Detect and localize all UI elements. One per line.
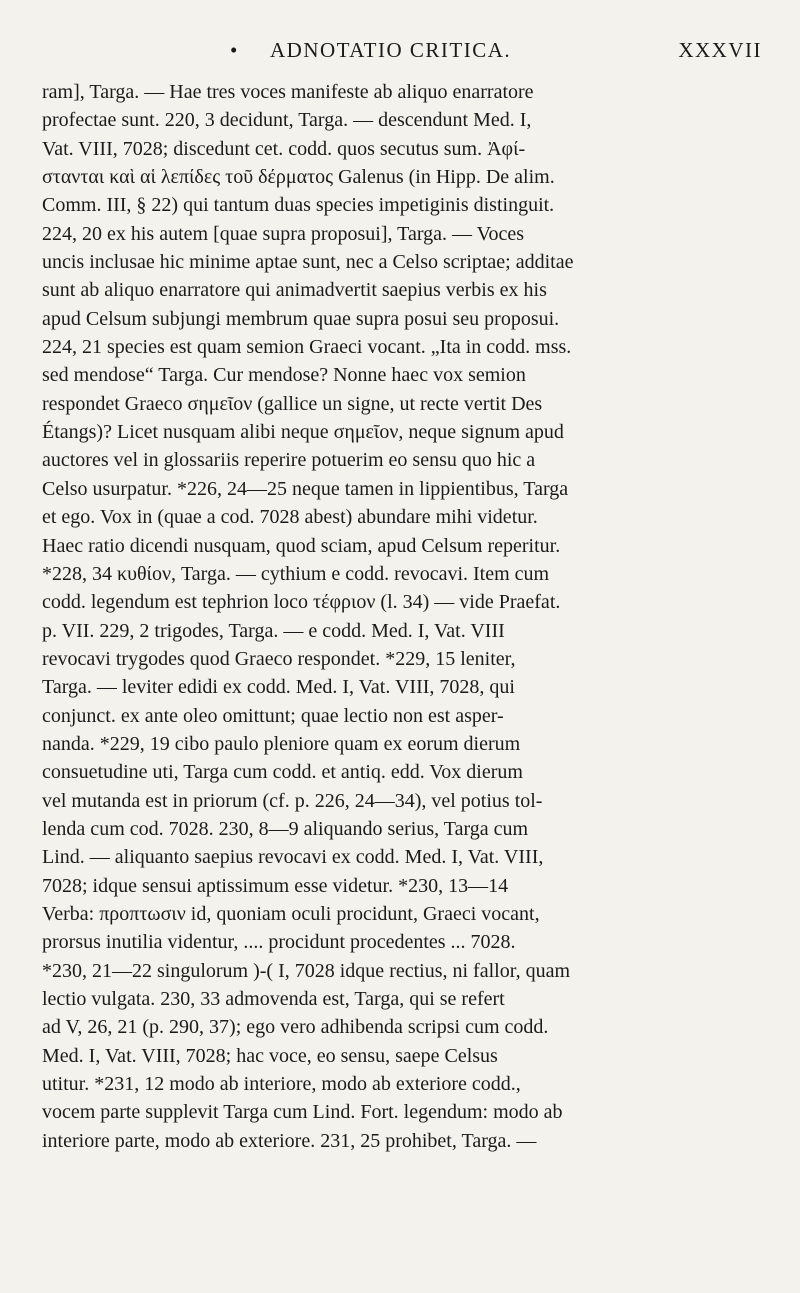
text-line: Targa. — leviter edidi ex codd. Med. I, Vat. VIII, 7028, qui [42,676,515,699]
text-line: Verba: προπτωσιν id, quoniam oculi procidunt, Graeci vocant, [42,902,540,925]
text-line: 224, 21 species est quam semion Graeci vocant. „Ita in codd. mss. [42,336,572,359]
text-line: profectae sunt. 220, 3 decidunt, Targa. — descendunt Med. I, [42,109,532,132]
text-line: conjunct. ex ante oleo omittunt; quae lectio non est asper- [42,704,504,727]
text-line: lenda cum cod. 7028. 230, 8—9 aliquando serius, Targa cum [42,817,529,840]
text-line: vel mutanda est in priorum (cf. p. 226, 24—34), vel potius tol- [42,789,543,812]
text-line: Haec ratio dicendi nusquam, quod sciam, apud Celsum reperitur. [42,534,561,557]
page-number: XXXVII [678,38,762,62]
text-line: sunt ab aliquo enarratore qui animadvertit saepius verbis ex his [42,279,547,302]
text-line: prorsus inutilia videntur, .... procidunt procedentes ... 7028. [42,931,516,954]
text-line: vocem parte supplevit Targa cum Lind. Fort. legendum: modo ab [42,1101,563,1124]
text-line: Comm. III, § 22) qui tantum duas species impetiginis distinguit. [42,194,555,217]
text-line: revocavi trygodes quod Graeco respondet. *229, 15 leniter, [42,647,516,670]
text-line: Celso usurpatur. *226, 24—25 neque tamen in lippientibus, Targa [42,477,569,500]
text-line: uncis inclusae hic minime aptae sunt, nec a Celso scriptae; additae [42,251,574,274]
text-line: ram], Targa. — Hae tres voces manifeste ab aliquo enarratore [42,81,534,103]
text-line: Vat. VIII, 7028; discedunt cet. codd. quos secutus sum. Ἀφί- [42,137,526,160]
text-line: et ego. Vox in (quae a cod. 7028 abest) abundare mihi videtur. [42,506,538,529]
text-line: sed mendose“ Targa. Cur mendose? Nonne haec vox semion [42,364,526,387]
critical-apparatus-text [42,78,782,1155]
text-line: respondet Graeco σημεῖον (gallice un signe, ut recte vertit Des [42,392,543,415]
text-line: 224, 20 ex his autem [quae supra proposui], Targa. — Voces [42,222,525,245]
text-line: Med. I, Vat. VIII, 7028; hac voce, eo sensu, saepe Celsus [42,1044,498,1067]
text-line: ad V, 26, 21 (p. 290, 37); ego vero adhibenda scripsi cum codd. [42,1016,549,1039]
running-head [0,38,800,68]
text-line: codd. legendum est tephrion loco τέφριον (l. 34) — vide Praefat. [42,591,561,614]
text-line: utitur. *231, 12 modo ab interiore, modo ab exteriore codd., [42,1073,521,1096]
text-line: 7028; idque sensui aptissimum esse videtur. *230, 13—14 [42,874,509,897]
text-line: στανται καὶ αἱ λεπίδες τοῦ δέρματος Galenus (in Hipp. De alim. [42,166,555,189]
text-line: lectio vulgata. 230, 33 admovenda est, Targa, qui se refert [42,988,505,1010]
text-line: interiore parte, modo ab exteriore. 231, 25 prohibet, Targa. — [42,1129,537,1152]
text-line: consuetudine uti, Targa cum codd. et antiq. edd. Vox dierum [42,761,523,784]
text-line: Étangs)? Licet nusquam alibi neque σημεῖον, neque signum apud [42,421,564,444]
header-title: ADNOTATIO CRITICA. [270,38,512,62]
text-line: apud Celsum subjungi membrum quae supra posui seu proposui. [42,307,560,330]
text-line: *230, 21—22 singulorum )-( I, 7028 idque rectius, ni fallor, quam [42,959,570,982]
text-line: auctores vel in glossariis reperire potuerim eo sensu quo hic a [42,449,536,472]
text-line: Lind. — aliquanto saepius revocavi ex codd. Med. I, Vat. VIII, [42,846,544,869]
text-line: nanda. *229, 19 cibo paulo pleniore quam ex eorum dierum [42,732,521,755]
text-line: p. VII. 229, 2 trigodes, Targa. — e codd. Med. I, Vat. VIII [42,619,505,642]
text-line: *228, 34 κυθίον, Targa. — cythium e codd. revocavi. Item cum [42,562,550,585]
header-bullet: • [230,38,239,62]
